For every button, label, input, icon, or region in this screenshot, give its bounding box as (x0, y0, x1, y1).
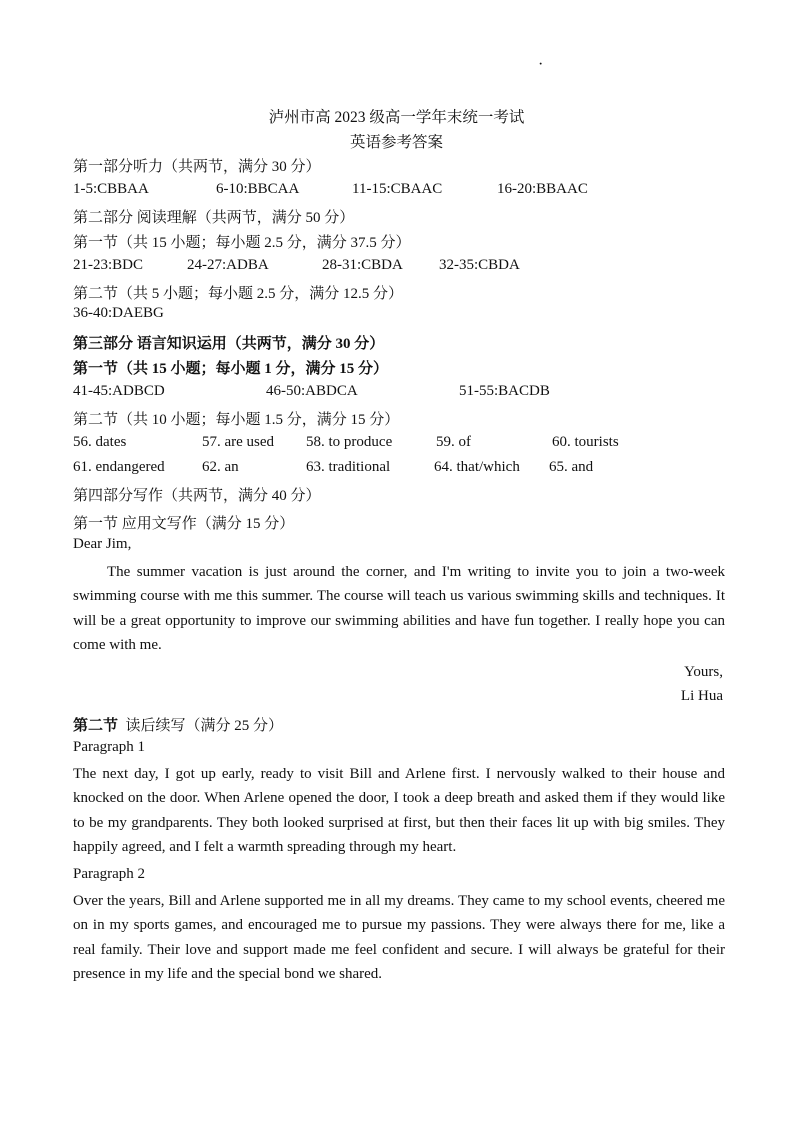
part3-heading: 第三部分 语言知识运用（共两节，满分 30 分） (73, 336, 385, 352)
answer-group: 36-40:DAEBG (73, 305, 164, 321)
part4-heading: 第四部分写作（共两节，满分 40 分） (73, 488, 321, 504)
answer-group: 6-10:BBCAA (216, 181, 300, 197)
answer-group: 51-55:BACDB (459, 383, 550, 399)
part2-heading: 第二部分 阅读理解（共两节，满分 50 分） (73, 210, 355, 226)
cloze-answer: 58. to produce (306, 434, 393, 450)
part4-section2-heading (73, 714, 283, 735)
cloze-answer: 61. endangered (73, 459, 165, 475)
part4-section2-heading-rest: 读后续写（满分 25 分） (125, 718, 284, 734)
letter-closing: Yours, (684, 664, 723, 680)
part3-section2-heading: 第二节（共 10 小题；每小题 1.5 分，满分 15 分） (73, 412, 400, 428)
part2-section1-heading: 第一节（共 15 小题；每小题 2.5 分，满分 37.5 分） (73, 235, 411, 251)
answer-group: 1-5:CBBAA (73, 181, 149, 197)
part1-heading: 第一部分听力（共两节，满分 30 分） (73, 159, 321, 175)
paragraph1-label: Paragraph 1 (73, 739, 146, 755)
cloze-answer: 64. that/which (434, 459, 520, 475)
answer-group: 21-23:BDC (73, 257, 144, 273)
part4-section2-heading-bold: 第二节 (73, 718, 119, 734)
answer-group: 46-50:ABDCA (266, 383, 358, 399)
document-subtitle: 英语参考答案 (349, 134, 443, 151)
answer-group: 28-31:CBDA (322, 257, 403, 273)
cloze-answer: 60. tourists (552, 434, 619, 450)
letter-greeting: Dear Jim, (73, 536, 132, 552)
cloze-answer: 65. and (549, 459, 594, 475)
paragraph1-text: The next day, I got up early, ready to visit Bill and Arlene first. I nervously walked to their house and knocked on the door. When Arlene opened the door, I took a deep breath and asked them if they would like to be my grandparents. They both looked surprised at first, but then their faces lit up with big smiles. They happily agreed, and I felt a warmth spreading through my heart. (73, 766, 725, 855)
header-dot: · (538, 56, 544, 73)
letter-body: The summer vacation is just around the corner, and I'm writing to invite you to join a two-week swimming course with me this summer. The course will teach us various swimming skills and techniques. It will be a great opportunity to improve our swimming abilities and have fun together. I really hope you can come with me. (73, 564, 725, 653)
answer-group: 16-20:BBAAC (497, 181, 588, 197)
cloze-answer: 56. dates (73, 434, 127, 450)
document-title: 泸州市高 2023 级高一学年末统一考试 (268, 109, 525, 126)
answer-group: 24-27:ADBA (187, 257, 269, 273)
cloze-answer: 63. traditional (306, 459, 391, 475)
paragraph2-text: Over the years, Bill and Arlene supported me in all my dreams. They came to my school events, cheered me on in my sports games, and encouraged me to pursue my passions. They were always there for me, like a real family. Their love and support made me feel confident and secure. I will always be grateful for their presence in my life and the special bond we shared. (73, 893, 725, 982)
cloze-answer: 62. an (202, 459, 239, 475)
paragraph2-label: Paragraph 2 (73, 866, 146, 882)
answer-group: 41-45:ADBCD (73, 383, 165, 399)
cloze-answer: 59. of (436, 434, 471, 450)
part3-section1-heading: 第一节（共 15 小题；每小题 1 分，满分 15 分） (73, 361, 389, 377)
cloze-answer: 57. are used (202, 434, 275, 450)
part2-section2-heading: 第二节（共 5 小题；每小题 2.5 分，满分 12.5 分） (73, 286, 404, 302)
answer-group: 32-35:CBDA (439, 257, 520, 273)
answer-group: 11-15:CBAAC (352, 181, 443, 197)
part4-section1-heading: 第一节 应用文写作（满分 15 分） (73, 516, 295, 532)
letter-signature: Li Hua (680, 688, 723, 704)
